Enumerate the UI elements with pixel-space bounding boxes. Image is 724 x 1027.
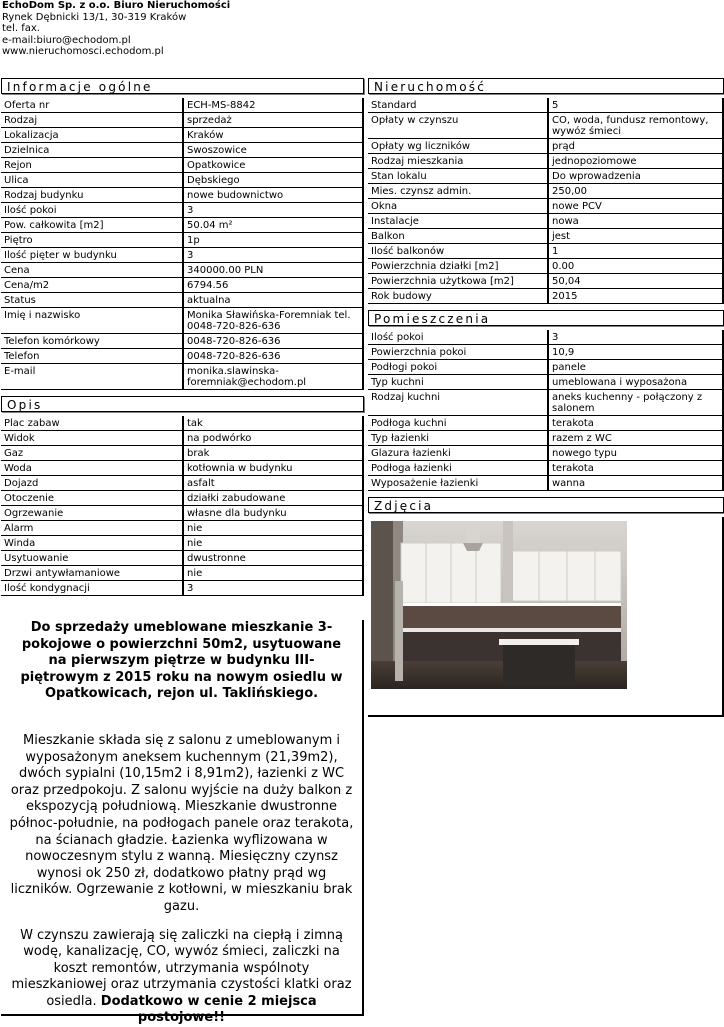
property-value: jednopoziomowe [549, 154, 724, 169]
property-row [368, 169, 724, 184]
general-row [1, 349, 364, 364]
general-value: 340000.00 PLN [184, 263, 364, 278]
general-label: Cena [1, 263, 184, 278]
rooms-label: Typ kuchni [368, 375, 549, 390]
general-value: Kraków [184, 128, 364, 143]
opis-row [1, 491, 364, 506]
agency-name: EchoDom Sp. z o.o. Biuro Nieruchomości [2, 0, 230, 12]
general-value: 6794.56 [184, 278, 364, 293]
property-row [368, 184, 724, 199]
property-row [368, 113, 724, 139]
opis-value: brak [184, 446, 364, 461]
general-label: Ilość pokoi [1, 203, 184, 218]
property-value: nowa [549, 214, 724, 229]
general-value: 1p [184, 233, 364, 248]
opis-value: na podwórko [184, 431, 364, 446]
opis-value: nie [184, 536, 364, 551]
property-label: Ilość balkonów [368, 244, 549, 259]
property-row [368, 274, 724, 289]
general-value: Swoszowice [184, 143, 364, 158]
general-label: Status [1, 293, 184, 308]
general-label: Lokalizacja [1, 128, 184, 143]
general-row [1, 128, 364, 143]
opis-value: kotłownia w budynku [184, 461, 364, 476]
opis-row [1, 581, 364, 596]
rooms-value: razem z WC [549, 431, 724, 446]
section-opis-header: Opis [1, 396, 364, 412]
opis-row [1, 476, 364, 491]
opis-value: asfalt [184, 476, 364, 491]
property-label: Rodzaj mieszkania [368, 154, 549, 169]
opis-value: nie [184, 521, 364, 536]
kitchen-photo[interactable] [371, 521, 627, 689]
property-value: 5 [549, 98, 724, 113]
photo-box [368, 517, 724, 717]
general-label: Oferta nr [1, 98, 184, 113]
general-row [1, 293, 364, 308]
general-row [1, 233, 364, 248]
rooms-value: 10,9 [549, 345, 724, 360]
rooms-value: terakota [549, 461, 724, 476]
section-photos-header: Zdjęcia [368, 497, 724, 513]
general-label: E-mail [1, 364, 184, 390]
general-value: monika.slawinska-foremniak@echodom.pl [184, 364, 364, 390]
opis-row [1, 536, 364, 551]
property-row [368, 244, 724, 259]
opis-table [1, 416, 364, 596]
rooms-row [368, 431, 724, 446]
description-parking-note: Dodatkowo w cenie 2 miejsca postojowe!! [101, 994, 317, 1026]
general-value: Monika Sławińska-Foremniak tel. 0048-720-826-636 [184, 308, 364, 334]
property-row [368, 289, 724, 304]
left-column [1, 78, 364, 1016]
agency-header [2, 0, 230, 58]
property-label: Opłaty wg liczników [368, 139, 549, 154]
opis-label: Otoczenie [1, 491, 184, 506]
general-value: 0048-720-826-636 [184, 349, 364, 364]
description-lead: Do sprzedaży umeblowane mieszkanie 3-pokojowe o powierzchni 50m2, usytuowane na pierwszym piętrze w budynku III-piętrowym z 2015 roku na nowym osiedlu w Opatkowicach, rejon ul. Taklińskiego. [1, 620, 362, 703]
rooms-value: panele [549, 360, 724, 375]
opis-row [1, 551, 364, 566]
rooms-value: terakota [549, 416, 724, 431]
opis-label: Winda [1, 536, 184, 551]
property-row [368, 214, 724, 229]
opis-label: Usytuowanie [1, 551, 184, 566]
general-row [1, 143, 364, 158]
kitchen-photo-image [371, 521, 627, 689]
section-rooms-header: Pomieszczenia [368, 310, 724, 326]
general-row [1, 364, 364, 390]
general-row [1, 98, 364, 113]
general-row [1, 158, 364, 173]
description-paragraph-2 [7, 928, 356, 1027]
agency-email: e-mail:biuro@echodom.pl [2, 35, 230, 47]
description-paragraph-2-text: W czynszu zawierają się zaliczki na ciepłą i zimną wodę, kanalizację, CO, wywóz śmieci, zaliczki na koszt remontów, utrzymania wspólnoty mieszkaniowej oraz utrzymania czystości klatki oraz osiedla. [11, 928, 351, 1009]
right-column [368, 78, 724, 717]
general-label: Imię i nazwisko [1, 308, 184, 334]
general-label: Ulica [1, 173, 184, 188]
description-box [1, 620, 364, 1016]
rooms-row [368, 345, 724, 360]
general-table [1, 98, 364, 390]
opis-row [1, 521, 364, 536]
property-label: Rok budowy [368, 289, 549, 304]
opis-label: Alarm [1, 521, 184, 536]
general-label: Ilość pięter w budynku [1, 248, 184, 263]
opis-label: Ilość kondygnacji [1, 581, 184, 596]
general-row [1, 113, 364, 128]
general-value: aktualna [184, 293, 364, 308]
property-label: Stan lokalu [368, 169, 549, 184]
opis-row [1, 566, 364, 581]
opis-value: 3 [184, 581, 364, 596]
general-value: Dębskiego [184, 173, 364, 188]
rooms-row [368, 330, 724, 345]
general-label: Rodzaj [1, 113, 184, 128]
rooms-row [368, 416, 724, 431]
rooms-table [368, 330, 724, 491]
general-row [1, 173, 364, 188]
opis-label: Gaz [1, 446, 184, 461]
agency-website: www.nieruchomosci.echodom.pl [2, 46, 230, 58]
opis-row [1, 416, 364, 431]
rooms-value: 3 [549, 330, 724, 345]
rooms-row [368, 461, 724, 476]
rooms-row [368, 446, 724, 461]
general-label: Piętro [1, 233, 184, 248]
general-row [1, 188, 364, 203]
opis-label: Drzwi antywłamaniowe [1, 566, 184, 581]
property-row [368, 98, 724, 113]
general-label: Telefon komórkowy [1, 334, 184, 349]
opis-value: działki zabudowane [184, 491, 364, 506]
property-label: Mies. czynsz admin. [368, 184, 549, 199]
general-value: 50.04 m² [184, 218, 364, 233]
opis-row [1, 461, 364, 476]
general-row [1, 263, 364, 278]
general-label: Cena/m2 [1, 278, 184, 293]
rooms-label: Podłoga łazienki [368, 461, 549, 476]
general-row [1, 308, 364, 334]
property-value: 2015 [549, 289, 724, 304]
general-label: Telefon [1, 349, 184, 364]
general-value: ECH-MS-8842 [184, 98, 364, 113]
general-row [1, 334, 364, 349]
rooms-label: Ilość pokoi [368, 330, 549, 345]
rooms-row [368, 390, 724, 416]
property-value: jest [549, 229, 724, 244]
opis-row [1, 446, 364, 461]
property-value: CO, woda, fundusz remontowy, wywóz śmieci [549, 113, 724, 139]
general-label: Rodzaj budynku [1, 188, 184, 203]
property-value: nowe PCV [549, 199, 724, 214]
general-row [1, 203, 364, 218]
general-value: Opatkowice [184, 158, 364, 173]
rooms-value: nowego typu [549, 446, 724, 461]
rooms-value: umeblowana i wyposażona [549, 375, 724, 390]
agency-address: Rynek Dębnicki 13/1, 30-319 Kraków [2, 12, 230, 24]
opis-label: Plac zabaw [1, 416, 184, 431]
property-value: 1 [549, 244, 724, 259]
opis-row [1, 431, 364, 446]
property-value: prąd [549, 139, 724, 154]
opis-label: Dojazd [1, 476, 184, 491]
property-value: 250,00 [549, 184, 724, 199]
general-value: 3 [184, 248, 364, 263]
rooms-label: Typ łazienki [368, 431, 549, 446]
property-value: Do wprowadzenia [549, 169, 724, 184]
general-row [1, 248, 364, 263]
rooms-label: Glazura łazienki [368, 446, 549, 461]
rooms-label: Wyposażenie łazienki [368, 476, 549, 491]
property-value: 0.00 [549, 259, 724, 274]
section-general-header: Informacje ogólne [1, 78, 364, 94]
property-label: Powierzchnia użytkowa [m2] [368, 274, 549, 289]
opis-label: Ogrzewanie [1, 506, 184, 521]
property-row [368, 199, 724, 214]
property-label: Powierzchnia działki [m2] [368, 259, 549, 274]
rooms-row [368, 375, 724, 390]
rooms-row [368, 476, 724, 491]
opis-value: własne dla budynku [184, 506, 364, 521]
general-value: 0048-720-826-636 [184, 334, 364, 349]
rooms-label: Podłogi pokoi [368, 360, 549, 375]
opis-value: nie [184, 566, 364, 581]
property-label: Standard [368, 98, 549, 113]
property-value: 50,04 [549, 274, 724, 289]
general-value: nowe budownictwo [184, 188, 364, 203]
general-row [1, 218, 364, 233]
description-body [1, 733, 362, 1027]
general-label: Pow. całkowita [m2] [1, 218, 184, 233]
opis-value: tak [184, 416, 364, 431]
general-label: Rejon [1, 158, 184, 173]
property-row [368, 154, 724, 169]
property-row [368, 229, 724, 244]
opis-label: Widok [1, 431, 184, 446]
rooms-value: wanna [549, 476, 724, 491]
general-value: sprzedaż [184, 113, 364, 128]
general-row [1, 278, 364, 293]
rooms-label: Rodzaj kuchni [368, 390, 549, 416]
rooms-label: Powierzchnia pokoi [368, 345, 549, 360]
description-paragraph-1: Mieszkanie składa się z salonu z umeblowanym i wyposażonym aneksem kuchennym (21,39m2), dwóch sypialni (10,15m2 i 8,91m2), łazienki z WC oraz przedpokoju. Z salonu wyjście na duży balkon z ekspozycją południową. Mieszkanie dwustronne północ-południe, na podłogach panele oraz terakota, na ścianach gładzie. Łazienka wyflizowana w nowoczesnym stylu z wanną. Miesięczny czynsz wynosi ok 250 zł, dodatkowo płatny prąd wg liczników. Ogrzewanie z kotłowni, w mieszkaniu brak gazu. [7, 733, 356, 916]
property-label: Opłaty w czynszu [368, 113, 549, 139]
section-property-header: Nieruchomość [368, 78, 724, 94]
opis-value: dwustronne [184, 551, 364, 566]
agency-fax: tel. fax. [2, 23, 230, 35]
property-row [368, 259, 724, 274]
opis-row [1, 506, 364, 521]
property-row [368, 139, 724, 154]
property-label: Okna [368, 199, 549, 214]
property-table [368, 98, 724, 304]
opis-label: Woda [1, 461, 184, 476]
property-label: Balkon [368, 229, 549, 244]
property-label: Instalacje [368, 214, 549, 229]
general-label: Dzielnica [1, 143, 184, 158]
rooms-label: Podłoga kuchni [368, 416, 549, 431]
rooms-value: aneks kuchenny - połączony z salonem [549, 390, 724, 416]
rooms-row [368, 360, 724, 375]
general-value: 3 [184, 203, 364, 218]
